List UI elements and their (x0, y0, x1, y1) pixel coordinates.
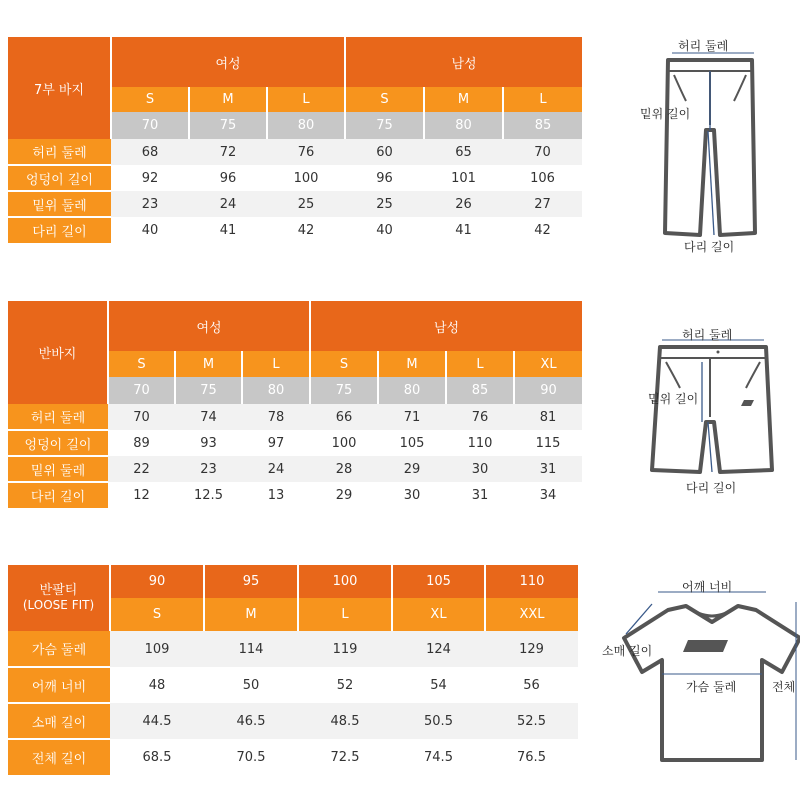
tee-size-cell: M (204, 598, 298, 631)
table-cell: 115 (514, 430, 582, 456)
table-cell: 29 (310, 482, 378, 508)
table-cell: 76 (446, 404, 514, 430)
tee-number-cell: 105 (392, 565, 485, 598)
table-cell: 22 (108, 456, 175, 482)
table-cell: 68 (111, 139, 189, 165)
table-cell: 42 (503, 217, 582, 243)
table-cell: 52 (298, 667, 392, 703)
table-cell: 52.5 (485, 703, 578, 739)
table-cell: 12 (108, 482, 175, 508)
shorts-figure-leg-label: 다리 길이 (686, 481, 737, 495)
table-row (8, 165, 582, 191)
row-label: 밑위 둘레 (8, 191, 111, 217)
table-cell: 68.5 (110, 739, 204, 775)
pants-size-cell: L (503, 87, 582, 112)
pants-figure (630, 35, 800, 260)
table-row (8, 631, 578, 667)
pants-waist-size-cell: 85 (503, 112, 582, 139)
table-cell: 28 (310, 456, 378, 482)
shorts-waist-size-cell: 70 (108, 377, 175, 404)
pants-icon (630, 35, 800, 260)
row-label: 허리 둘레 (8, 139, 111, 165)
pants-waist-size-cell: 70 (111, 112, 189, 139)
table-cell: 76.5 (485, 739, 578, 775)
table-cell: 50.5 (392, 703, 485, 739)
pants-size-cell: L (267, 87, 345, 112)
tee-figure-total-label: 전체 (772, 680, 796, 694)
shorts-size-cell: XL (514, 351, 582, 377)
row-label: 밑위 둘레 (8, 456, 108, 482)
row-label: 어깨 너비 (8, 667, 110, 703)
table-cell: 48 (110, 667, 204, 703)
tee-number-cell: 95 (204, 565, 298, 598)
tee-figure-sleeve-label: 소매 길이 (602, 644, 653, 658)
table-cell: 23 (111, 191, 189, 217)
table-cell: 106 (503, 165, 582, 191)
shorts-women-header: 여성 (108, 301, 310, 351)
tee-title-line1: 반팔티 (39, 583, 78, 598)
shorts-figure-waist-label: 허리 둘레 (682, 328, 733, 342)
shorts-icon (630, 322, 800, 502)
pants-figure-rise-label: 밑위 길이 (640, 107, 691, 121)
tee-size-cell: XXL (485, 598, 578, 631)
table-row (8, 404, 582, 430)
table-cell: 31 (446, 482, 514, 508)
table-cell: 110 (446, 430, 514, 456)
shorts-size-cell: S (108, 351, 175, 377)
shorts-figure (630, 322, 800, 502)
table-row (8, 456, 582, 482)
table-cell: 30 (446, 456, 514, 482)
table-cell: 101 (424, 165, 503, 191)
table-cell: 65 (424, 139, 503, 165)
table-row (8, 191, 582, 217)
table-cell: 46.5 (204, 703, 298, 739)
row-label: 전체 길이 (8, 739, 110, 775)
table-cell: 92 (111, 165, 189, 191)
table-cell: 71 (378, 404, 446, 430)
table-cell: 76 (267, 139, 345, 165)
table-row (8, 139, 582, 165)
table-row (8, 430, 582, 456)
tee-figure-chest-label: 가슴 둘레 (686, 680, 737, 694)
table-cell: 25 (345, 191, 424, 217)
row-label: 다리 길이 (8, 217, 111, 243)
tee-title-line2: (LOOSE FIT) (22, 598, 95, 612)
table-cell: 97 (242, 430, 310, 456)
pants-title: 7부 바지 (8, 37, 111, 139)
row-label: 엉덩이 길이 (8, 430, 108, 456)
tshirt-icon (596, 574, 800, 770)
row-label: 허리 둘레 (8, 404, 108, 430)
table-cell: 44.5 (110, 703, 204, 739)
pants-women-header: 여성 (111, 37, 345, 87)
pants-men-header: 남성 (345, 37, 582, 87)
table-cell: 25 (267, 191, 345, 217)
table-cell: 66 (310, 404, 378, 430)
pants-size-cell: S (345, 87, 424, 112)
table-cell: 40 (345, 217, 424, 243)
shorts-waist-size-cell: 90 (514, 377, 582, 404)
table-cell: 74 (175, 404, 242, 430)
tee-size-cell: XL (392, 598, 485, 631)
table-cell: 31 (514, 456, 582, 482)
row-label: 소매 길이 (8, 703, 110, 739)
table-cell: 93 (175, 430, 242, 456)
nb-logo-icon (683, 640, 728, 652)
shorts-waist-size-cell: 80 (242, 377, 310, 404)
table-row (8, 667, 578, 703)
table-cell: 100 (310, 430, 378, 456)
table-cell: 100 (267, 165, 345, 191)
tee-figure-shoulder-label: 어깨 너비 (682, 580, 733, 594)
tee-size-cell: L (298, 598, 392, 631)
table-cell: 41 (424, 217, 503, 243)
shorts-waist-size-cell: 85 (446, 377, 514, 404)
table-cell: 50 (204, 667, 298, 703)
pants-waist-size-cell: 75 (189, 112, 267, 139)
tee-number-cell: 110 (485, 565, 578, 598)
shorts-size-cell: S (310, 351, 378, 377)
table-cell: 96 (189, 165, 267, 191)
table-row (8, 482, 582, 508)
pants-waist-size-cell: 80 (424, 112, 503, 139)
tee-title (8, 565, 110, 631)
table-cell: 13 (242, 482, 310, 508)
shorts-waist-size-cell: 75 (175, 377, 242, 404)
table-cell: 48.5 (298, 703, 392, 739)
row-label: 엉덩이 길이 (8, 165, 111, 191)
pants-size-cell: M (189, 87, 267, 112)
pants-figure-waist-label: 허리 둘레 (678, 39, 729, 53)
table-cell: 70.5 (204, 739, 298, 775)
table-row (8, 739, 578, 775)
table-cell: 129 (485, 631, 578, 667)
table-cell: 60 (345, 139, 424, 165)
tee-size-table (8, 565, 578, 775)
tee-figure (596, 574, 800, 770)
tee-size-cell: S (110, 598, 204, 631)
table-row (8, 703, 578, 739)
table-cell: 124 (392, 631, 485, 667)
table-cell: 12.5 (175, 482, 242, 508)
pants-waist-size-cell: 75 (345, 112, 424, 139)
table-cell: 81 (514, 404, 582, 430)
shorts-waist-size-cell: 75 (310, 377, 378, 404)
table-cell: 30 (378, 482, 446, 508)
table-cell: 29 (378, 456, 446, 482)
pants-size-cell: M (424, 87, 503, 112)
shorts-size-cell: M (378, 351, 446, 377)
table-cell: 109 (110, 631, 204, 667)
table-row (8, 217, 582, 243)
tee-number-cell: 100 (298, 565, 392, 598)
table-cell: 96 (345, 165, 424, 191)
table-cell: 24 (189, 191, 267, 217)
table-cell: 41 (189, 217, 267, 243)
table-cell: 34 (514, 482, 582, 508)
table-cell: 70 (108, 404, 175, 430)
table-cell: 24 (242, 456, 310, 482)
table-cell: 40 (111, 217, 189, 243)
pants-size-table (8, 37, 582, 243)
table-cell: 56 (485, 667, 578, 703)
shorts-men-header: 남성 (310, 301, 582, 351)
table-cell: 27 (503, 191, 582, 217)
shorts-size-cell: L (446, 351, 514, 377)
shorts-waist-size-cell: 80 (378, 377, 446, 404)
table-cell: 114 (204, 631, 298, 667)
shorts-size-cell: M (175, 351, 242, 377)
table-cell: 119 (298, 631, 392, 667)
shorts-size-cell: L (242, 351, 310, 377)
table-cell: 105 (378, 430, 446, 456)
pants-figure-leg-label: 다리 길이 (684, 240, 735, 254)
table-cell: 70 (503, 139, 582, 165)
table-cell: 72 (189, 139, 267, 165)
table-cell: 26 (424, 191, 503, 217)
table-cell: 89 (108, 430, 175, 456)
row-label: 다리 길이 (8, 482, 108, 508)
table-cell: 42 (267, 217, 345, 243)
row-label: 가슴 둘레 (8, 631, 110, 667)
table-cell: 78 (242, 404, 310, 430)
shorts-size-table (8, 301, 582, 508)
table-cell: 72.5 (298, 739, 392, 775)
table-cell: 23 (175, 456, 242, 482)
table-cell: 54 (392, 667, 485, 703)
pants-size-cell: S (111, 87, 189, 112)
table-cell: 74.5 (392, 739, 485, 775)
pants-waist-size-cell: 80 (267, 112, 345, 139)
tee-number-cell: 90 (110, 565, 204, 598)
shorts-figure-rise-label: 밑위 길이 (648, 392, 699, 406)
shorts-title: 반바지 (8, 301, 108, 404)
